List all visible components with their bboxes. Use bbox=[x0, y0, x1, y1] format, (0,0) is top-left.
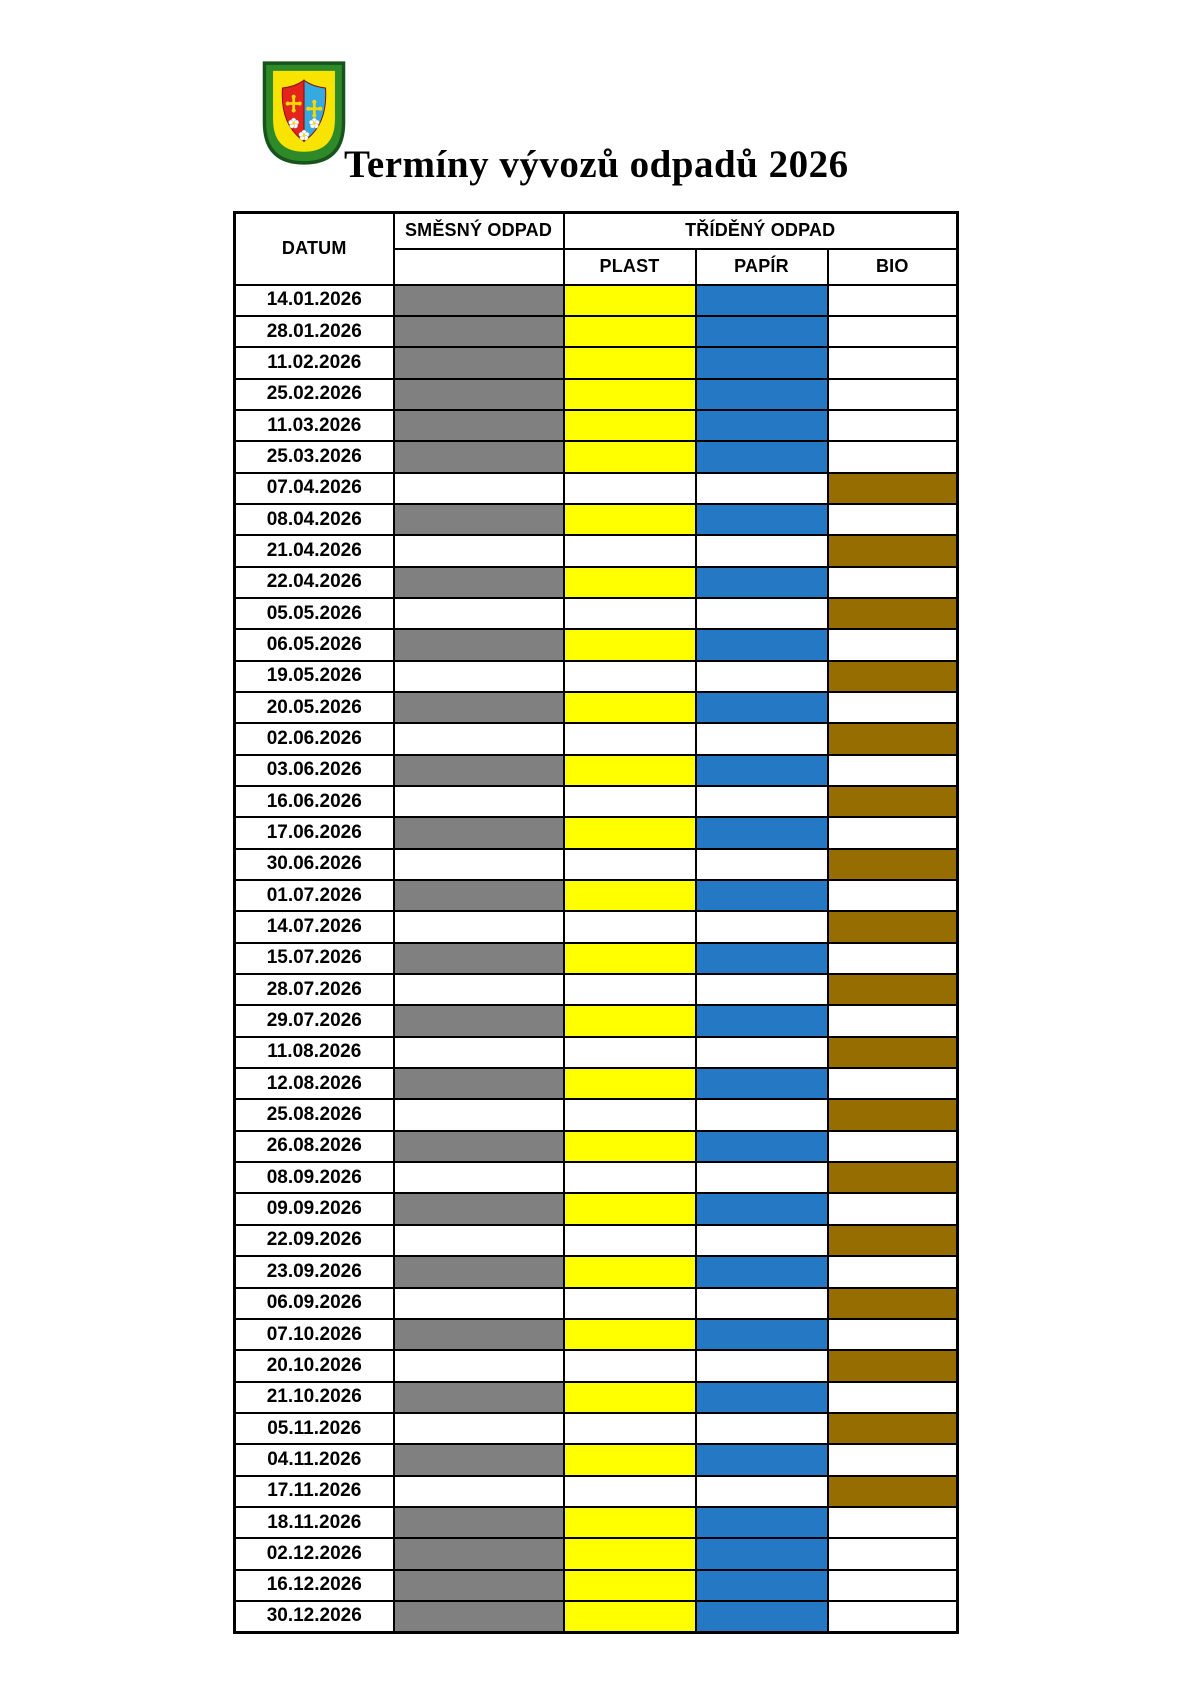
plast-cell bbox=[564, 1319, 696, 1350]
date-cell: 11.03.2026 bbox=[235, 410, 394, 441]
coat-of-arms-icon bbox=[261, 60, 347, 166]
plast-cell bbox=[564, 473, 696, 504]
bio-cell bbox=[828, 567, 958, 598]
smesny-cell bbox=[394, 347, 564, 378]
date-cell: 12.08.2026 bbox=[235, 1068, 394, 1099]
smesny-cell bbox=[394, 1413, 564, 1444]
table-row bbox=[235, 1507, 958, 1538]
papir-cell bbox=[696, 1005, 828, 1036]
papir-cell bbox=[696, 347, 828, 378]
table-row bbox=[235, 598, 958, 629]
smesny-cell bbox=[394, 1193, 564, 1224]
plast-cell bbox=[564, 1099, 696, 1130]
table-row bbox=[235, 316, 958, 347]
smesny-cell bbox=[394, 1570, 564, 1601]
table-row bbox=[235, 410, 958, 441]
papir-cell bbox=[696, 661, 828, 692]
bio-cell bbox=[828, 1099, 958, 1130]
papir-cell bbox=[696, 1570, 828, 1601]
table-row bbox=[235, 1162, 958, 1193]
plast-cell bbox=[564, 379, 696, 410]
smesny-cell bbox=[394, 504, 564, 535]
papir-cell bbox=[696, 379, 828, 410]
column-header-trideny-odpad: TŘÍDĚNÝ ODPAD bbox=[564, 213, 958, 249]
plast-cell bbox=[564, 943, 696, 974]
date-cell: 22.04.2026 bbox=[235, 567, 394, 598]
date-cell: 19.05.2026 bbox=[235, 661, 394, 692]
table-row bbox=[235, 1288, 958, 1319]
table-row bbox=[235, 692, 958, 723]
plast-cell bbox=[564, 786, 696, 817]
papir-cell bbox=[696, 535, 828, 566]
table-row bbox=[235, 880, 958, 911]
table-row bbox=[235, 285, 958, 316]
date-cell: 05.05.2026 bbox=[235, 598, 394, 629]
papir-cell bbox=[696, 1382, 828, 1413]
plast-cell bbox=[564, 567, 696, 598]
bio-cell bbox=[828, 504, 958, 535]
bio-cell bbox=[828, 535, 958, 566]
bio-cell bbox=[828, 379, 958, 410]
smesny-cell bbox=[394, 1068, 564, 1099]
date-cell: 25.08.2026 bbox=[235, 1099, 394, 1130]
papir-cell bbox=[696, 1507, 828, 1538]
column-header-papir: PAPÍR bbox=[696, 249, 828, 285]
smesny-cell bbox=[394, 1099, 564, 1130]
plast-cell bbox=[564, 849, 696, 880]
papir-cell bbox=[696, 441, 828, 472]
date-cell: 17.11.2026 bbox=[235, 1476, 394, 1507]
table-row bbox=[235, 1601, 958, 1632]
papir-cell bbox=[696, 1288, 828, 1319]
bio-cell bbox=[828, 1444, 958, 1475]
plast-cell bbox=[564, 347, 696, 378]
smesny-cell bbox=[394, 1507, 564, 1538]
papir-cell bbox=[696, 410, 828, 441]
smesny-subheader-empty bbox=[394, 249, 564, 285]
table-row bbox=[235, 1350, 958, 1381]
table-row bbox=[235, 567, 958, 598]
smesny-cell bbox=[394, 1005, 564, 1036]
date-cell: 17.06.2026 bbox=[235, 817, 394, 848]
smesny-cell bbox=[394, 1131, 564, 1162]
date-cell: 06.09.2026 bbox=[235, 1288, 394, 1319]
bio-cell bbox=[828, 974, 958, 1005]
smesny-cell bbox=[394, 1225, 564, 1256]
date-cell: 26.08.2026 bbox=[235, 1131, 394, 1162]
papir-cell bbox=[696, 943, 828, 974]
smesny-cell bbox=[394, 598, 564, 629]
table-row bbox=[235, 1068, 958, 1099]
bio-cell bbox=[828, 473, 958, 504]
table-row bbox=[235, 849, 958, 880]
bio-cell bbox=[828, 1382, 958, 1413]
table-row bbox=[235, 755, 958, 786]
date-cell: 28.07.2026 bbox=[235, 974, 394, 1005]
papir-cell bbox=[696, 629, 828, 660]
bio-cell bbox=[828, 723, 958, 754]
papir-cell bbox=[696, 1225, 828, 1256]
bio-cell bbox=[828, 911, 958, 942]
smesny-cell bbox=[394, 692, 564, 723]
smesny-cell bbox=[394, 849, 564, 880]
table-row bbox=[235, 347, 958, 378]
date-cell: 08.04.2026 bbox=[235, 504, 394, 535]
papir-cell bbox=[696, 817, 828, 848]
plast-cell bbox=[564, 1225, 696, 1256]
bio-cell bbox=[828, 1507, 958, 1538]
date-cell: 18.11.2026 bbox=[235, 1507, 394, 1538]
column-header-smesny-odpad: SMĚSNÝ ODPAD bbox=[394, 213, 564, 249]
smesny-cell bbox=[394, 1538, 564, 1569]
plast-cell bbox=[564, 1476, 696, 1507]
smesny-cell bbox=[394, 661, 564, 692]
plast-cell bbox=[564, 441, 696, 472]
date-cell: 16.12.2026 bbox=[235, 1570, 394, 1601]
papir-cell bbox=[696, 911, 828, 942]
column-header-plast: PLAST bbox=[564, 249, 696, 285]
smesny-cell bbox=[394, 1444, 564, 1475]
papir-cell bbox=[696, 285, 828, 316]
plast-cell bbox=[564, 1444, 696, 1475]
bio-cell bbox=[828, 1570, 958, 1601]
plast-cell bbox=[564, 1193, 696, 1224]
plast-cell bbox=[564, 1131, 696, 1162]
papir-cell bbox=[696, 1319, 828, 1350]
table-row bbox=[235, 1005, 958, 1036]
table-row bbox=[235, 1225, 958, 1256]
table-row bbox=[235, 1193, 958, 1224]
plast-cell bbox=[564, 598, 696, 629]
papir-cell bbox=[696, 598, 828, 629]
table-row bbox=[235, 1256, 958, 1287]
table-row bbox=[235, 535, 958, 566]
bio-cell bbox=[828, 1131, 958, 1162]
plast-cell bbox=[564, 629, 696, 660]
smesny-cell bbox=[394, 1037, 564, 1068]
date-cell: 02.12.2026 bbox=[235, 1538, 394, 1569]
bio-cell bbox=[828, 1601, 958, 1632]
date-cell: 16.06.2026 bbox=[235, 786, 394, 817]
smesny-cell bbox=[394, 1476, 564, 1507]
bio-cell bbox=[828, 347, 958, 378]
date-cell: 23.09.2026 bbox=[235, 1256, 394, 1287]
plast-cell bbox=[564, 1413, 696, 1444]
table-row bbox=[235, 661, 958, 692]
table-row bbox=[235, 1037, 958, 1068]
papir-cell bbox=[696, 723, 828, 754]
plast-cell bbox=[564, 1570, 696, 1601]
table-row bbox=[235, 379, 958, 410]
bio-cell bbox=[828, 1005, 958, 1036]
table-row bbox=[235, 723, 958, 754]
plast-cell bbox=[564, 974, 696, 1005]
plast-cell bbox=[564, 1507, 696, 1538]
date-cell: 11.08.2026 bbox=[235, 1037, 394, 1068]
date-cell: 28.01.2026 bbox=[235, 316, 394, 347]
date-cell: 03.06.2026 bbox=[235, 755, 394, 786]
smesny-cell bbox=[394, 943, 564, 974]
smesny-cell bbox=[394, 1288, 564, 1319]
date-cell: 14.07.2026 bbox=[235, 911, 394, 942]
papir-cell bbox=[696, 880, 828, 911]
plast-cell bbox=[564, 504, 696, 535]
papir-cell bbox=[696, 567, 828, 598]
date-cell: 07.04.2026 bbox=[235, 473, 394, 504]
papir-cell bbox=[696, 316, 828, 347]
date-cell: 20.05.2026 bbox=[235, 692, 394, 723]
table-row bbox=[235, 786, 958, 817]
date-cell: 11.02.2026 bbox=[235, 347, 394, 378]
date-cell: 09.09.2026 bbox=[235, 1193, 394, 1224]
plast-cell bbox=[564, 285, 696, 316]
table-row bbox=[235, 1131, 958, 1162]
bio-cell bbox=[828, 1413, 958, 1444]
bio-cell bbox=[828, 1350, 958, 1381]
table-row bbox=[235, 504, 958, 535]
smesny-cell bbox=[394, 379, 564, 410]
papir-cell bbox=[696, 1413, 828, 1444]
plast-cell bbox=[564, 1350, 696, 1381]
table-row bbox=[235, 1382, 958, 1413]
smesny-cell bbox=[394, 316, 564, 347]
smesny-cell bbox=[394, 285, 564, 316]
bio-cell bbox=[828, 316, 958, 347]
smesny-cell bbox=[394, 1256, 564, 1287]
plast-cell bbox=[564, 661, 696, 692]
smesny-cell bbox=[394, 755, 564, 786]
plast-cell bbox=[564, 723, 696, 754]
papir-cell bbox=[696, 1601, 828, 1632]
bio-cell bbox=[828, 1538, 958, 1569]
page-title: Termíny vývozů odpadů 2026 bbox=[344, 143, 849, 187]
papir-cell bbox=[696, 755, 828, 786]
plast-cell bbox=[564, 1162, 696, 1193]
table-row bbox=[235, 1319, 958, 1350]
bio-cell bbox=[828, 1319, 958, 1350]
date-cell: 15.07.2026 bbox=[235, 943, 394, 974]
bio-cell bbox=[828, 817, 958, 848]
bio-cell bbox=[828, 1037, 958, 1068]
smesny-cell bbox=[394, 567, 564, 598]
plast-cell bbox=[564, 1601, 696, 1632]
column-header-bio: BIO bbox=[828, 249, 958, 285]
waste-schedule-table bbox=[233, 211, 959, 1634]
plast-cell bbox=[564, 1382, 696, 1413]
smesny-cell bbox=[394, 880, 564, 911]
smesny-cell bbox=[394, 1601, 564, 1632]
smesny-cell bbox=[394, 817, 564, 848]
smesny-cell bbox=[394, 911, 564, 942]
plast-cell bbox=[564, 1256, 696, 1287]
papir-cell bbox=[696, 1350, 828, 1381]
smesny-cell bbox=[394, 441, 564, 472]
date-cell: 06.05.2026 bbox=[235, 629, 394, 660]
table-row bbox=[235, 1538, 958, 1569]
papir-cell bbox=[696, 849, 828, 880]
papir-cell bbox=[696, 1193, 828, 1224]
papir-cell bbox=[696, 1256, 828, 1287]
papir-cell bbox=[696, 1131, 828, 1162]
plast-cell bbox=[564, 1538, 696, 1569]
plast-cell bbox=[564, 535, 696, 566]
papir-cell bbox=[696, 1099, 828, 1130]
bio-cell bbox=[828, 661, 958, 692]
bio-cell bbox=[828, 1476, 958, 1507]
column-header-datum: DATUM bbox=[235, 213, 394, 285]
smesny-cell bbox=[394, 473, 564, 504]
plast-cell bbox=[564, 1037, 696, 1068]
bio-cell bbox=[828, 629, 958, 660]
plast-cell bbox=[564, 410, 696, 441]
smesny-cell bbox=[394, 786, 564, 817]
papir-cell bbox=[696, 974, 828, 1005]
bio-cell bbox=[828, 1225, 958, 1256]
bio-cell bbox=[828, 880, 958, 911]
bio-cell bbox=[828, 598, 958, 629]
smesny-cell bbox=[394, 1382, 564, 1413]
date-cell: 14.01.2026 bbox=[235, 285, 394, 316]
table-row bbox=[235, 1099, 958, 1130]
papir-cell bbox=[696, 1037, 828, 1068]
date-cell: 20.10.2026 bbox=[235, 1350, 394, 1381]
bio-cell bbox=[828, 755, 958, 786]
plast-cell bbox=[564, 316, 696, 347]
date-cell: 29.07.2026 bbox=[235, 1005, 394, 1036]
plast-cell bbox=[564, 755, 696, 786]
plast-cell bbox=[564, 1005, 696, 1036]
date-cell: 30.06.2026 bbox=[235, 849, 394, 880]
bio-cell bbox=[828, 410, 958, 441]
smesny-cell bbox=[394, 1162, 564, 1193]
bio-cell bbox=[828, 1193, 958, 1224]
table-row bbox=[235, 1444, 958, 1475]
date-cell: 22.09.2026 bbox=[235, 1225, 394, 1256]
papir-cell bbox=[696, 1444, 828, 1475]
papir-cell bbox=[696, 1162, 828, 1193]
smesny-cell bbox=[394, 974, 564, 1005]
bio-cell bbox=[828, 849, 958, 880]
date-cell: 25.03.2026 bbox=[235, 441, 394, 472]
smesny-cell bbox=[394, 410, 564, 441]
plast-cell bbox=[564, 692, 696, 723]
bio-cell bbox=[828, 786, 958, 817]
plast-cell bbox=[564, 911, 696, 942]
smesny-cell bbox=[394, 723, 564, 754]
date-cell: 21.04.2026 bbox=[235, 535, 394, 566]
smesny-cell bbox=[394, 1319, 564, 1350]
bio-cell bbox=[828, 1162, 958, 1193]
smesny-cell bbox=[394, 535, 564, 566]
bio-cell bbox=[828, 692, 958, 723]
date-cell: 21.10.2026 bbox=[235, 1382, 394, 1413]
date-cell: 25.02.2026 bbox=[235, 379, 394, 410]
date-cell: 01.07.2026 bbox=[235, 880, 394, 911]
papir-cell bbox=[696, 1476, 828, 1507]
plast-cell bbox=[564, 880, 696, 911]
smesny-cell bbox=[394, 629, 564, 660]
bio-cell bbox=[828, 1288, 958, 1319]
bio-cell bbox=[828, 441, 958, 472]
papir-cell bbox=[696, 1068, 828, 1099]
date-cell: 05.11.2026 bbox=[235, 1413, 394, 1444]
papir-cell bbox=[696, 504, 828, 535]
date-cell: 02.06.2026 bbox=[235, 723, 394, 754]
table-row bbox=[235, 911, 958, 942]
date-cell: 08.09.2026 bbox=[235, 1162, 394, 1193]
papir-cell bbox=[696, 692, 828, 723]
date-cell: 04.11.2026 bbox=[235, 1444, 394, 1475]
bio-cell bbox=[828, 285, 958, 316]
table-row bbox=[235, 817, 958, 848]
table-row bbox=[235, 1476, 958, 1507]
table-row bbox=[235, 943, 958, 974]
papir-cell bbox=[696, 473, 828, 504]
date-cell: 30.12.2026 bbox=[235, 1601, 394, 1632]
smesny-cell bbox=[394, 1350, 564, 1381]
date-cell: 07.10.2026 bbox=[235, 1319, 394, 1350]
table-row bbox=[235, 974, 958, 1005]
table-row bbox=[235, 473, 958, 504]
plast-cell bbox=[564, 1068, 696, 1099]
table-row bbox=[235, 1413, 958, 1444]
bio-cell bbox=[828, 1256, 958, 1287]
bio-cell bbox=[828, 943, 958, 974]
table-row bbox=[235, 1570, 958, 1601]
plast-cell bbox=[564, 817, 696, 848]
table-row bbox=[235, 441, 958, 472]
table-row bbox=[235, 629, 958, 660]
papir-cell bbox=[696, 1538, 828, 1569]
bio-cell bbox=[828, 1068, 958, 1099]
papir-cell bbox=[696, 786, 828, 817]
schedule-body bbox=[235, 285, 958, 1633]
plast-cell bbox=[564, 1288, 696, 1319]
